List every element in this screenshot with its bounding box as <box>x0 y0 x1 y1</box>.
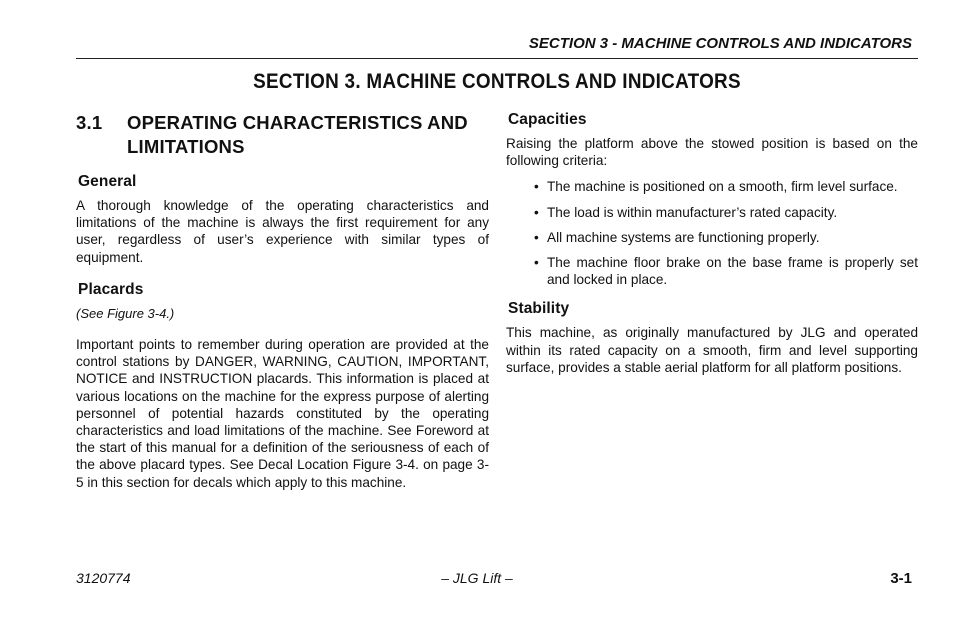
stability-heading: Stability <box>508 300 570 318</box>
general-paragraph: A thorough knowledge of the operating characteristics and limitations of the machine is always the first requirement for any user, regardless of user’s experience with similar types of equipment. <box>76 198 489 265</box>
figure-reference: (See Figure 3-4.) <box>76 305 175 321</box>
bullet-icon: • <box>534 255 539 271</box>
list-item-text: The machine is positioned on a smooth, firm level surface. <box>547 179 898 195</box>
document-number: 3120774 <box>76 570 131 586</box>
list-item <box>534 254 918 288</box>
list-item <box>534 178 918 195</box>
publisher-footer: – JLG Lift – <box>441 570 513 586</box>
placards-paragraph: Important points to remember during operation are provided at the control stations by DANGER, WARNING, CAUTION, IMPORTANT, NOTICE and INSTRUCTION placards. This information is placed at various locations on the machine for the express purpose of alerting personnel of potential hazards constituted by the operating characteristics and load limitations of the machine. See Foreword at the start of this manual for a definition of the seriousness of each of the above placard types. See Decal Location Figure 3-4. on page 3-5 in this section for decals which apply to this machine. <box>76 337 489 490</box>
right-column <box>506 111 918 391</box>
header-rule <box>76 58 918 59</box>
general-heading: General <box>78 173 137 190</box>
capacities-list <box>506 178 918 288</box>
page-number: 3-1 <box>890 570 912 587</box>
stability-paragraph: This machine, as originally manufactured by JLG and operated within its rated capacity on a smooth, firm and level supporting surface, provides a stable aerial platform for all platform positions. <box>506 325 918 375</box>
list-item-text: The machine floor brake on the base frame is properly set and locked in place. <box>547 255 918 288</box>
subsection-number: 3.1 <box>76 112 103 133</box>
bullet-icon: • <box>534 229 539 245</box>
section-title: SECTION 3. MACHINE CONTROLS AND INDICATORS <box>253 70 741 93</box>
subsection-heading <box>76 111 489 159</box>
left-column <box>76 111 489 506</box>
capacities-intro: Raising the platform above the stowed position is based on the following criteria: <box>506 136 918 169</box>
capacities-heading: Capacities <box>508 111 587 128</box>
bullet-icon: • <box>534 204 539 220</box>
list-item-text: All machine systems are functioning properly. <box>547 229 820 245</box>
bullet-icon: • <box>534 179 539 195</box>
running-header: SECTION 3 - MACHINE CONTROLS AND INDICATORS <box>528 35 912 52</box>
list-item <box>534 204 918 221</box>
placards-heading: Placards <box>78 280 144 298</box>
list-item-text: The load is within manufacturer’s rated capacity. <box>547 204 838 220</box>
list-item <box>534 229 918 246</box>
subsection-title: OPERATING CHARACTERISTICS AND LIMITATIONS <box>127 112 468 157</box>
